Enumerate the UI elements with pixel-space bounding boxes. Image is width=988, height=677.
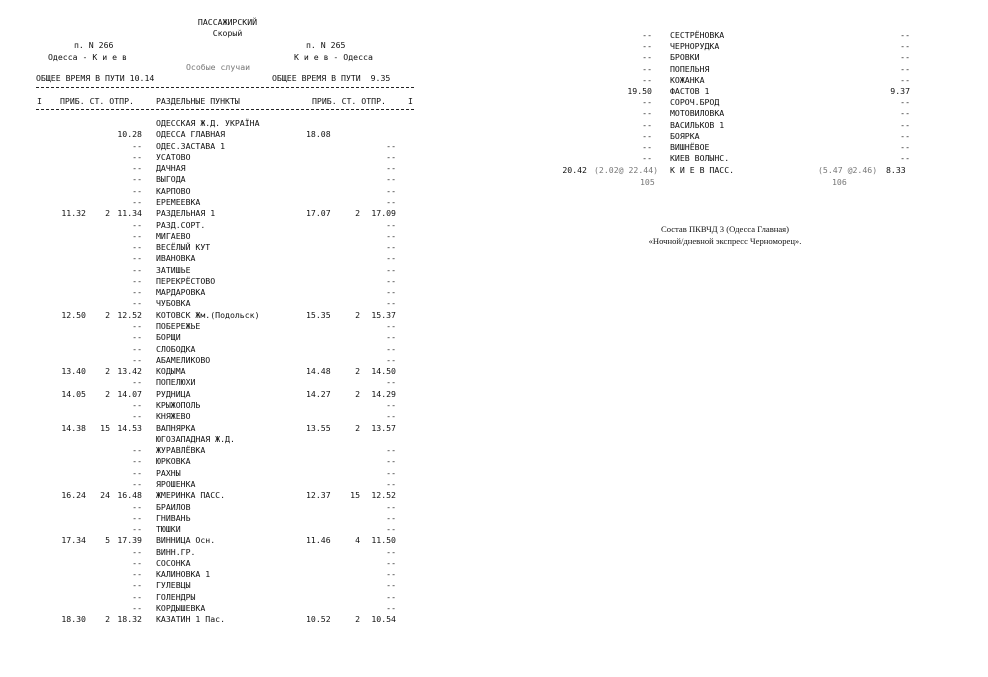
table-row	[0, 163, 420, 174]
departure-time: 14.07	[117, 388, 142, 399]
stop-minutes-return: 2	[355, 614, 360, 625]
station-name: КИЕВ ВОЛЫНС.	[670, 153, 730, 164]
departure-time: --	[132, 400, 142, 410]
departure-time: --	[132, 242, 142, 253]
table-row	[0, 265, 420, 276]
station-name: МОТОВИЛОВКА	[670, 108, 725, 119]
station-name: ВАСИЛЬКОВ 1	[670, 119, 725, 130]
station-name: СОСОНКА	[156, 557, 191, 568]
station-name: КОТОВСК Жм.(Подольск)	[156, 309, 260, 320]
departure-time-return: --	[386, 478, 396, 489]
table-row	[0, 389, 420, 400]
station-name: ГУЛЕВЦЫ	[156, 580, 191, 591]
table-row	[0, 208, 420, 219]
departure-time-return: --	[386, 253, 396, 264]
departure-time: --	[642, 142, 652, 152]
station-name: КАЛИНОВКА 1	[156, 569, 211, 580]
departure-time-return: --	[386, 411, 396, 422]
departure-time-return: --	[386, 332, 396, 343]
departure-time: 11.34	[117, 208, 142, 219]
station-name: ВАПНЯРКА	[156, 422, 196, 433]
departure-time-return: 11.50	[371, 535, 396, 546]
departure-time-return: 13.57	[371, 422, 396, 433]
departure-time-return: --	[386, 354, 396, 365]
departure-time-return: --	[386, 400, 396, 410]
station-name: СЕСТРЁНОВКА	[670, 30, 725, 40]
departure-time: --	[132, 253, 142, 264]
table-row	[540, 64, 940, 75]
arrival-time-return: 10.52	[306, 614, 331, 625]
departure-time: --	[132, 478, 142, 489]
table-row	[540, 120, 940, 131]
departure-time-return: --	[386, 151, 396, 162]
table-row	[0, 186, 420, 197]
station-name: РАЗДЕЛЬНАЯ 1	[156, 208, 216, 219]
train-category: ПАССАЖИРСКИЙ	[197, 17, 258, 27]
special-cases-label: Особые случаи	[186, 62, 251, 72]
departure-time-return: 17.09	[371, 208, 396, 219]
stop-minutes: 2	[105, 614, 110, 625]
station-name: КОЖАНКА	[670, 74, 705, 85]
departure-time-return: --	[386, 557, 396, 568]
table-row	[0, 592, 420, 603]
table-row	[0, 366, 420, 377]
train-number-right: п. N 265	[306, 40, 346, 50]
table-row	[0, 287, 420, 298]
arrival-time: 18.30	[61, 614, 86, 625]
arrival-time: 17.34	[61, 535, 86, 546]
departure-time: --	[132, 445, 142, 456]
stop-minutes: 5	[105, 535, 110, 546]
station-name: ПОПЕЛЮХИ	[156, 377, 196, 388]
stop-minutes-return: 2	[355, 309, 360, 320]
table-row	[0, 231, 420, 242]
table-row	[0, 603, 420, 614]
table-row	[0, 344, 420, 355]
table-row	[0, 242, 420, 253]
arrival-time: 14.05	[61, 388, 86, 399]
stop-minutes-return: 2	[355, 366, 360, 377]
departure-time-return: --	[386, 343, 396, 354]
table-row	[0, 490, 420, 501]
column-i-right: I	[408, 96, 413, 106]
station-name: ЕРЕМЕЕВКА	[156, 196, 201, 207]
table-row	[540, 41, 940, 52]
departure-time-return: --	[900, 41, 910, 52]
distance-right: 106	[832, 177, 847, 187]
table-row	[0, 468, 420, 479]
arrival-time-return: 12.37	[306, 490, 331, 501]
arrival-time-return: 14.27	[306, 388, 331, 399]
departure-time: 16.48	[117, 490, 142, 501]
table-row	[0, 558, 420, 569]
table-row	[0, 377, 420, 388]
departure-time-return: --	[900, 74, 910, 85]
stop-minutes-return: 2	[355, 388, 360, 399]
departure-time-return: --	[386, 185, 396, 196]
departure-time-return: --	[900, 108, 910, 119]
station-name: ЮРКОВКА	[156, 456, 191, 467]
departure-time: --	[132, 163, 142, 174]
departure-time: --	[642, 63, 652, 74]
departure-time: --	[132, 230, 142, 241]
stop-minutes-return: 2	[355, 422, 360, 433]
final-special-left: (2.02@ 22.44)	[594, 165, 659, 175]
departure-time: --	[132, 174, 142, 185]
header-rule-bottom	[36, 109, 414, 110]
station-name: МИГАЕВО	[156, 230, 191, 241]
table-row	[0, 152, 420, 163]
station-name: ВИННИЦА Осн.	[156, 535, 216, 546]
table-row	[540, 153, 940, 164]
station-name: ГОЛЕНДРЫ	[156, 591, 196, 602]
column-header-station: РАЗДЕЛЬНЫЕ ПУНКТЫ	[156, 96, 240, 106]
table-row	[0, 118, 420, 129]
stop-minutes: 2	[105, 208, 110, 219]
departure-time-return: 9.37	[890, 86, 910, 96]
total-time-right: ОБЩЕЕ ВРЕМЯ В ПУТИ 9.35	[272, 73, 391, 83]
departure-time-return: --	[386, 456, 396, 467]
departure-time-return: --	[386, 174, 396, 185]
station-name: РУДНИЦА	[156, 388, 191, 399]
arrival-time: 16.24	[61, 490, 86, 501]
station-name: ЗАТИШЬЕ	[156, 264, 191, 275]
departure-time: --	[642, 74, 652, 85]
arrival-time-return: 13.55	[306, 422, 331, 433]
final-departure-return: 8.33	[886, 165, 906, 175]
arrival-time: 13.40	[61, 366, 86, 377]
departure-time: --	[642, 108, 652, 119]
stop-minutes-return: 15	[350, 490, 360, 501]
arrival-time: 11.32	[61, 208, 86, 219]
station-name: ОДЕССА ГЛАВНАЯ	[156, 129, 226, 140]
stop-minutes: 2	[105, 388, 110, 399]
station-name: КАРПОВО	[156, 185, 191, 196]
departure-time-return: --	[386, 603, 396, 614]
table-row	[0, 547, 420, 558]
stop-minutes: 15	[100, 422, 110, 433]
arrival-time-return: 17.07	[306, 208, 331, 219]
table-row	[540, 142, 940, 153]
station-name: КАЗАТИН 1 Пас.	[156, 614, 226, 625]
table-row	[0, 276, 420, 287]
table-row	[0, 524, 420, 535]
departure-time: --	[132, 354, 142, 365]
arrival-time: 12.50	[61, 309, 86, 320]
column-header-right: ПРИБ. СТ. ОТПР.	[312, 96, 386, 106]
departure-time: --	[642, 30, 652, 40]
departure-time: --	[132, 321, 142, 332]
departure-time-return: --	[386, 467, 396, 478]
table-row	[540, 75, 940, 86]
station-name: ВЫГОДА	[156, 174, 186, 185]
station-name: ОДЕССКАЯ Ж.Д. УКРАЇНА	[156, 118, 260, 128]
departure-time: --	[132, 569, 142, 580]
station-name: ЯРОШЕНКА	[156, 478, 196, 489]
route-left: Одесса - К и е в	[48, 52, 127, 62]
column-header-left: ПРИБ. СТ. ОТПР.	[60, 96, 134, 106]
departure-time-return: --	[386, 219, 396, 230]
table-row	[0, 513, 420, 524]
consist-note: Состав ПКВЧД 3 (Одесса Главная)	[661, 224, 789, 234]
station-name: БРАИЛОВ	[156, 501, 191, 512]
station-name: ФАСТОВ 1	[670, 86, 710, 96]
arrival-time-return: 11.46	[306, 535, 331, 546]
departure-time: --	[132, 151, 142, 162]
table-row	[0, 479, 420, 490]
departure-time: --	[132, 557, 142, 568]
table-row	[0, 535, 420, 546]
arrival-time-return: 18.08	[306, 129, 331, 140]
departure-time-return: --	[386, 580, 396, 591]
station-name: ИВАНОВКА	[156, 253, 196, 264]
station-name: БОЯРКА	[670, 130, 700, 141]
station-name: ВИШНЁВОЕ	[670, 142, 710, 152]
departure-time: --	[132, 287, 142, 298]
station-name: СОРОЧ.БРОД	[670, 97, 720, 108]
departure-time-return: --	[386, 163, 396, 174]
header-rule-top	[36, 87, 414, 88]
departure-time: --	[132, 298, 142, 309]
departure-time-return: --	[900, 63, 910, 74]
table-row	[540, 108, 940, 119]
table-row	[0, 355, 420, 366]
station-name: СЛОБОДКА	[156, 343, 196, 354]
departure-time-return: --	[386, 242, 396, 253]
station-name: КОДЫМА	[156, 366, 186, 377]
departure-time: --	[132, 343, 142, 354]
departure-time-return: --	[386, 524, 396, 535]
departure-time: --	[132, 501, 142, 512]
departure-time-return: 10.54	[371, 614, 396, 625]
departure-time-return: --	[386, 264, 396, 275]
departure-time: 14.53	[117, 422, 142, 433]
departure-time-return: --	[386, 275, 396, 286]
station-name: КРЫЖОПОЛЬ	[156, 400, 201, 410]
table-row	[0, 253, 420, 264]
table-row	[0, 569, 420, 580]
table-row	[0, 310, 420, 321]
table-row	[0, 321, 420, 332]
departure-time-return: --	[386, 377, 396, 388]
table-row	[0, 411, 420, 422]
departure-time-return: --	[900, 142, 910, 152]
departure-time: --	[132, 332, 142, 343]
stop-minutes-return: 2	[355, 208, 360, 219]
station-name: ЮГОЗАПАДНАЯ Ж.Д.	[156, 433, 235, 444]
table-row	[0, 332, 420, 343]
table-row	[540, 52, 940, 63]
station-name: ЧЕРНОРУДКА	[670, 41, 720, 52]
route-right: К и е в - Одесса	[294, 52, 373, 62]
departure-time-return: --	[386, 298, 396, 309]
station-name: ДАЧНАЯ	[156, 163, 186, 174]
station-name: ЧУБОВКА	[156, 298, 191, 309]
departure-time-return: --	[900, 130, 910, 141]
station-name: КНЯЖЕВО	[156, 411, 191, 422]
departure-time-return: --	[900, 52, 910, 63]
table-row	[0, 614, 420, 625]
departure-time-return: --	[386, 501, 396, 512]
final-special-right: (5.47 @2.46)	[818, 165, 878, 175]
departure-time: 12.52	[117, 309, 142, 320]
departure-time-return: --	[900, 119, 910, 130]
table-row	[0, 197, 420, 208]
timetable-right	[540, 30, 940, 170]
stop-minutes-return: 4	[355, 535, 360, 546]
distance-left: 105	[640, 177, 655, 187]
departure-time-return: 12.52	[371, 490, 396, 501]
table-row	[0, 502, 420, 513]
departure-time-return: --	[386, 445, 396, 456]
departure-time: --	[132, 196, 142, 207]
table-row	[0, 220, 420, 231]
departure-time: --	[132, 512, 142, 523]
station-name: ГНИВАНЬ	[156, 512, 191, 523]
departure-time-return: --	[386, 512, 396, 523]
departure-time-return: 15.37	[371, 309, 396, 320]
departure-time: --	[132, 275, 142, 286]
departure-time: --	[132, 524, 142, 535]
departure-time: --	[642, 119, 652, 130]
table-row	[540, 30, 940, 41]
departure-time-return: --	[386, 546, 396, 557]
table-row	[0, 174, 420, 185]
station-name: ПОПЕЛЬНЯ	[670, 63, 710, 74]
departure-time: 19.50	[627, 86, 652, 96]
table-row	[0, 129, 420, 140]
departure-time: --	[132, 219, 142, 230]
departure-time: --	[642, 52, 652, 63]
table-row	[0, 445, 420, 456]
departure-time: --	[132, 185, 142, 196]
departure-time: --	[132, 140, 142, 151]
departure-time: --	[642, 41, 652, 52]
express-name-note: «Ночной/дневной экспресс Черноморец».	[648, 236, 802, 246]
final-arrival: 20.42	[562, 165, 587, 175]
departure-time-return: --	[900, 97, 910, 108]
departure-time: --	[132, 456, 142, 467]
departure-time: --	[132, 603, 142, 614]
station-name: БРОВКИ	[670, 52, 700, 63]
train-number-left: п. N 266	[74, 40, 114, 50]
departure-time: --	[132, 264, 142, 275]
table-row	[540, 97, 940, 108]
station-name: БОРЩИ	[156, 332, 181, 343]
station-name: ПЕРЕКРЁСТОВО	[156, 275, 216, 286]
arrival-time: 14.38	[61, 422, 86, 433]
table-row	[0, 141, 420, 152]
station-name: РАЗД.СОРТ.	[156, 219, 206, 230]
station-name: ПОБЕРЕЖЬЕ	[156, 321, 201, 332]
timetable-left	[0, 118, 420, 638]
station-name: УСАТОВО	[156, 151, 191, 162]
departure-time: --	[132, 377, 142, 388]
departure-time: 18.32	[117, 614, 142, 625]
departure-time-return: --	[386, 569, 396, 580]
final-station: К И Е В ПАСС.	[670, 165, 735, 175]
departure-time-return: 14.29	[371, 388, 396, 399]
table-row	[540, 131, 940, 142]
table-row	[0, 423, 420, 434]
table-row	[0, 298, 420, 309]
stop-minutes: 2	[105, 366, 110, 377]
departure-time-return: --	[900, 153, 910, 164]
table-row	[0, 456, 420, 467]
departure-time-return: --	[386, 287, 396, 298]
departure-time: --	[132, 580, 142, 591]
departure-time: --	[132, 467, 142, 478]
train-subcategory: Скорый	[212, 28, 243, 38]
total-time-left: ОБЩЕЕ ВРЕМЯ В ПУТИ 10.14	[36, 73, 155, 83]
table-row	[540, 86, 940, 97]
arrival-time-return: 14.48	[306, 366, 331, 377]
departure-time: --	[642, 97, 652, 108]
departure-time-return: --	[386, 230, 396, 241]
stop-minutes: 2	[105, 309, 110, 320]
column-i-left: I	[37, 96, 42, 106]
departure-time-return: --	[386, 321, 396, 332]
station-name: ВИНН.ГР.	[156, 546, 196, 557]
departure-time: 17.39	[117, 535, 142, 546]
departure-time-return: --	[386, 196, 396, 207]
departure-time-return: 14.50	[371, 366, 396, 377]
station-name: ЖМЕРИНКА ПАСС.	[156, 490, 226, 501]
station-name: ВЕСЁЛЫЙ КУТ	[156, 242, 211, 253]
table-row	[0, 580, 420, 591]
stop-minutes: 24	[100, 490, 110, 501]
station-name: ОДЕС.ЗАСТАВА 1	[156, 140, 226, 151]
departure-time: --	[642, 130, 652, 141]
departure-time-return: --	[900, 30, 910, 40]
departure-time: --	[132, 546, 142, 557]
station-name: РАХНЫ	[156, 467, 181, 478]
table-row	[0, 434, 420, 445]
arrival-time-return: 15.35	[306, 309, 331, 320]
departure-time: --	[132, 411, 142, 422]
station-name: АБАМЕЛИКОВО	[156, 354, 211, 365]
table-row	[0, 400, 420, 411]
departure-time-return: --	[386, 140, 396, 151]
departure-time: --	[642, 153, 652, 164]
station-name: ЖУРАВЛЁВКА	[156, 445, 206, 456]
departure-time: --	[132, 591, 142, 602]
station-name: КОРДЫШЕВКА	[156, 603, 206, 614]
station-name: МАРДАРОВКА	[156, 287, 206, 298]
departure-time: 13.42	[117, 366, 142, 377]
station-name: ТЮШКИ	[156, 524, 181, 535]
departure-time-return: --	[386, 591, 396, 602]
departure-time: 10.28	[117, 129, 142, 140]
